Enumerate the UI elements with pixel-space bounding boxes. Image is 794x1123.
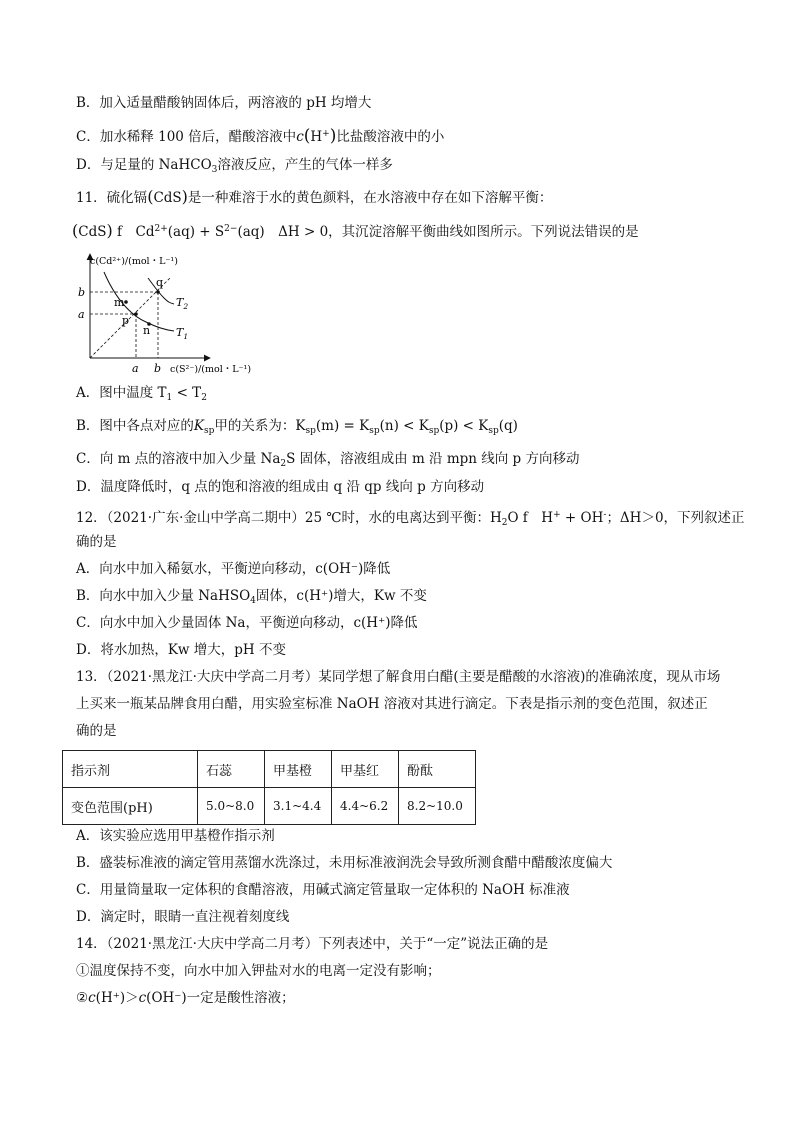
x-axis-label: c(S²⁻)/(mol・L⁻¹): [170, 364, 252, 375]
q12-option-d: D．将水加热，Kw 增大，pH 不变: [76, 642, 286, 658]
tick-a-y: a: [78, 308, 85, 321]
q13-option-d: D．滴定时，眼睛一直注视着刻度线: [76, 909, 290, 925]
q14-item-1: ①温度保持不变，向水中加入钾盐对水的电离一定没有影响；: [76, 963, 441, 979]
q14-stem: 14．（2021·黑龙江·大庆中学高二月考）下列表述中，关于“一定”说法正确的是: [76, 936, 549, 952]
q11-option-d: D．温度降低时，q 点的饱和溶液的组成由 q 沿 qp 线向 p 方向移动: [76, 479, 485, 495]
indicator-table: [62, 750, 476, 825]
q13-stem-line1: 13．（2021·黑龙江·大庆中学高二月考）某同学想了解食用白醋(主要是醋酸的水溶液)的准确浓度，现从市场: [76, 669, 721, 685]
q11-option-a: A．图中温度 $T_1 < T_2$: [76, 385, 207, 403]
table-cell: 指示剂: [63, 751, 198, 788]
point-q-label: q: [156, 276, 164, 289]
tick-b-x: b: [154, 362, 162, 375]
table-cell: 甲基橙: [265, 751, 332, 788]
q11-option-c: C．向 m 点的溶液中加入少量 $Na_2S$ 固体，溶液组成由 m 沿 mpn 线向 p 方向移动: [76, 451, 580, 469]
solubility-equilibrium-graph: [70, 248, 280, 378]
point-p-label: p: [122, 314, 130, 327]
q13-option-a: A．该实验应选用甲基橙作指示剂: [76, 828, 275, 844]
q13-stem-line2: 上买来一瓶某品牌食用白醋，用实验室标准 NaOH 溶液对其进行滴定。下表是指示剂的变色范围，叙述正: [76, 696, 708, 712]
q13-option-c: C．用量筒量取一定体积的食醋溶液，用碱式滴定管量取一定体积的 NaOH 标准液: [76, 882, 570, 898]
q10-option-d: D．与足量的 NaHCO$_3$溶液反应，产生的气体一样多: [76, 157, 393, 175]
curve-t1-label: $T_1$: [176, 326, 189, 341]
q10-option-b: B．加入适量醋酸钠固体后，两溶液的 pH 均增大: [76, 95, 372, 111]
point-m-dot: [124, 300, 128, 304]
table-cell: 5.0~8.0: [198, 788, 265, 825]
curve-t2-label: $T_2$: [176, 296, 189, 311]
q10-option-c: C．加水稀释 100 倍后，醋酸溶液中c(H+)比盐酸溶液中的小: [76, 126, 445, 146]
point-q-dot: [156, 290, 160, 294]
tick-b-y: b: [78, 286, 86, 299]
q12-stem-line1: 12．（2021·广东·金山中学高二期中）25 ℃时，水的电离达到平衡：$H_2O$ f H+ + OH-；ΔH＞0，下列叙述正: [76, 510, 745, 528]
table-cell: 变色范围(pH): [63, 788, 198, 825]
q12-option-c: C．向水中加入少量固体 Na，平衡逆向移动，c(H⁺)降低: [76, 615, 418, 631]
q11-stem-line2: (CdS) f $Cd^{2+}(aq) + S^{2-}(aq)$ ΔH > 0，其沉淀溶解平衡曲线如图所示。下列说法错误的是: [72, 221, 639, 240]
table-cell: 4.4~6.2: [332, 788, 399, 825]
table-cell: 石蕊: [198, 751, 265, 788]
point-n-label: n: [143, 324, 151, 337]
point-m-label: m: [114, 296, 125, 309]
y-axis-label: c(Cd²⁺)/(mol・L⁻¹): [90, 256, 178, 267]
table-cell: 8.2~10.0: [399, 788, 476, 825]
table-cell: 3.1~4.4: [265, 788, 332, 825]
table-cell: 甲基红: [332, 751, 399, 788]
tick-a-x: a: [132, 362, 139, 375]
table-header-row: [63, 751, 476, 788]
table-cell: 酚酞: [399, 751, 476, 788]
q11-option-b: B．图中各点对应的$K_{sp}$甲的关系为：$K_{sp}(m) = K_{sp}(n) < K_{sp}(p) < K_{sp}(q)$: [76, 418, 518, 436]
q13-stem-line3: 确的是: [76, 723, 117, 739]
q11-stem-line1: 11．硫化镉(CdS)是一种难溶于水的黄色颜料，在水溶液中存在如下溶解平衡：: [76, 187, 553, 206]
table-row: [63, 788, 476, 825]
q12-option-a: A．向水中加入稀氨水，平衡逆向移动，c(OH⁻)降低: [76, 561, 391, 577]
q12-stem-line2: 确的是: [76, 534, 117, 550]
q13-option-b: B．盛装标准液的滴定管用蒸馏水洗涤过，未用标准液润洗会导致所测食醋中醋酸浓度偏大: [76, 855, 613, 871]
q14-item-2: ②c(H⁺)＞c(OH⁻)一定是酸性溶液；: [76, 990, 295, 1006]
point-p-dot: [134, 312, 138, 316]
q12-option-b: B．向水中加入少量 NaHSO$_4$固体，c(H⁺)增大，Kw 不变: [76, 588, 427, 606]
